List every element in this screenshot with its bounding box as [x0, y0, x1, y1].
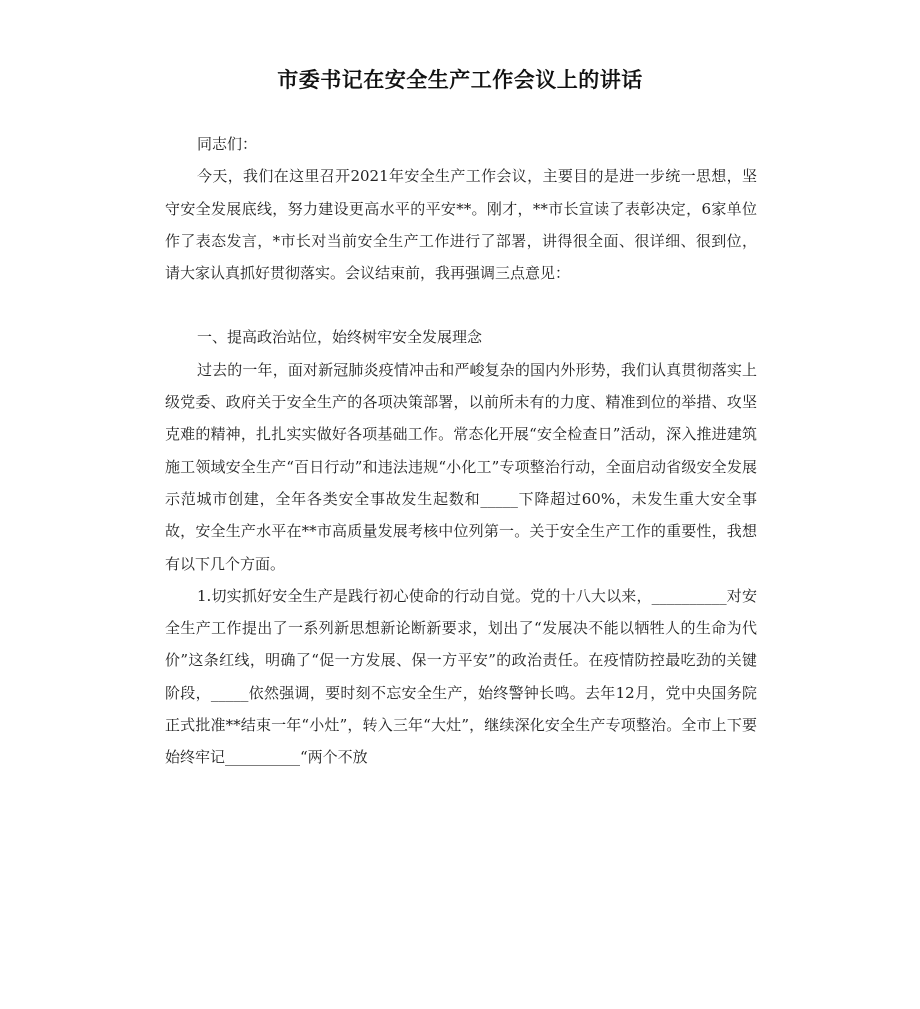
document-body — [165, 128, 757, 774]
document-title: 市委书记在安全生产工作会议上的讲话 — [277, 68, 643, 92]
paragraph-point-1: 1.切实抓好安全生产是践行初心使命的行动自觉。党的十八大以来，__________对安全生产工作提出了一系列新思想新论断新要求，划出了“发展决不能以牺牲人的生命为代价”这条红线，明确了“促一方发展、保一方平安”的政治责任。在疫情防控最吃劲的关键阶段，_____依然强调，要时刻不忘安全生产，始终警钟长鸣。去年12月，党中央国务院正式批准**结束一年“小灶”，转入三年“大灶”，继续深化安全生产专项整治。全市上下要始终牢记__________“两个不放 — [165, 586, 757, 767]
section-heading-1: 一、提高政治站位，始终树牢安全发展理念 — [197, 328, 483, 347]
salutation: 同志们： — [197, 135, 258, 153]
paragraph-review: 过去的一年，面对新冠肺炎疫情冲击和严峻复杂的国内外形势，我们认真贯彻落实上级党委、政府关于安全生产的各项决策部署，以前所未有的力度、精准到位的举措、攻坚克难的精神，扎扎实实做好各项基础工作。常态化开展“安全检查日”活动，深入推进建筑施工领域安全生产“百日行动”和违法违规“小化工”专项整治行动，全面启动省级安全发展示范城市创建，全年各类安全事故发生起数和_____下降超过60%，未发生重大安全事故，安全生产水平在**市高质量发展考核中位列第一。关于安全生产工作的重要性，我想有以下几个方面。 — [165, 360, 757, 573]
paragraph-intro: 今天，我们在这里召开2021年安全生产工作会议，主要目的是进一步统一思想，坚守安全发展底线，努力建设更高水平的平安**。刚才，**市长宣读了表彰决定，6家单位作了表态发言，*市长对当前安全生产工作进行了部署，讲得很全面、很详细、很到位，请大家认真抓好贯彻落实。会议结束前，我再强调三点意见： — [165, 167, 757, 283]
